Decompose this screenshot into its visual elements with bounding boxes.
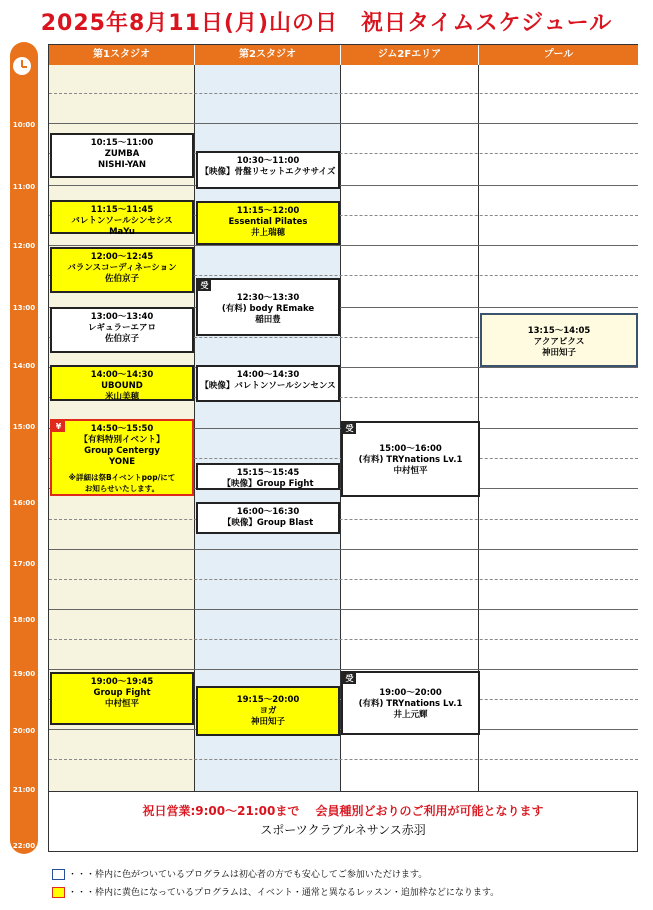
- program-instructor: YONE: [109, 457, 135, 467]
- program-instructor: 稲田豊: [255, 315, 281, 325]
- program-card[interactable]: [196, 502, 340, 534]
- program-name: レギュラーエアロ: [87, 323, 156, 333]
- program-note: ※詳細は祭Bイベントpop/にて: [68, 473, 176, 482]
- program-card[interactable]: [50, 672, 194, 725]
- program-card[interactable]: [196, 278, 340, 336]
- beginner-legend-icon: [52, 869, 65, 880]
- program-name: ZUMBA: [104, 149, 140, 159]
- program-instructor: 中村恒平: [393, 466, 428, 476]
- time-label: 14:00: [12, 362, 36, 370]
- grid-line: [49, 609, 638, 610]
- footer-note: [48, 792, 638, 852]
- column-header: 第1スタジオ: [49, 45, 195, 65]
- program-time: 19:00～19:45: [90, 677, 154, 687]
- program-instructor: 佐伯京子: [104, 274, 139, 284]
- program-card[interactable]: [196, 686, 340, 736]
- time-label: 12:00: [12, 242, 36, 250]
- time-label: 21:00: [12, 786, 36, 794]
- page-title: 2025年8月11日(月)山の日 祝日タイムスケジュール: [40, 11, 613, 36]
- schedule-grid: [48, 44, 638, 792]
- program-time: 15:00～16:00: [379, 444, 442, 454]
- grid-line: [49, 639, 638, 640]
- grid-line: [49, 123, 638, 124]
- time-label: 16:00: [12, 499, 36, 507]
- time-label: 18:00: [12, 616, 36, 624]
- program-name: 【映像】骨盤リセットエクササイズ: [200, 167, 336, 177]
- time-label: 17:00: [12, 560, 36, 568]
- program-instructor: MaYu: [109, 227, 135, 237]
- program-name: (有料) TRYnations Lv.1: [358, 699, 463, 709]
- business-hours-note: 祝日営業:9:00～21:00まで 会員種別どおりのご利用が可能となります: [142, 804, 544, 818]
- program-instructor: 井上瑞穂: [250, 228, 285, 238]
- grid-line: [49, 519, 638, 520]
- program-instructor: 米山美穂: [104, 392, 139, 402]
- time-label: 15:00: [12, 423, 36, 431]
- grid-line: [49, 245, 638, 246]
- time-label: 22:00: [12, 842, 36, 850]
- reservation-badge: 受: [343, 673, 356, 684]
- program-instructor: NISHI-YAN: [98, 160, 146, 170]
- program-time: 12:30～13:30: [236, 293, 300, 303]
- grid-line: [49, 579, 638, 580]
- program-time: 12:00～12:45: [90, 252, 154, 262]
- program-time: 14:50～15:50: [90, 424, 154, 434]
- clock-icon: [13, 57, 31, 75]
- program-name: 【映像】Group Blast: [222, 518, 314, 528]
- program-card[interactable]: [341, 421, 480, 497]
- event-legend-icon: [52, 887, 65, 898]
- program-name: バランスコーディネーション: [67, 263, 177, 273]
- program-name: (有料) TRYnations Lv.1: [358, 455, 463, 465]
- grid-line: [49, 549, 638, 550]
- program-time: 10:30～11:00: [236, 156, 300, 166]
- program-name: ヨガ: [259, 706, 277, 716]
- program-card[interactable]: [50, 365, 194, 401]
- program-card[interactable]: [50, 247, 194, 293]
- program-name: 【映像】Group Fight: [222, 479, 314, 489]
- program-name: 【有料特別イベント】: [79, 435, 165, 445]
- column-header: 第2スタジオ: [195, 45, 341, 65]
- program-note: お知らせいたします。: [84, 484, 160, 493]
- program-time: 15:15～15:45: [236, 468, 300, 478]
- program-name: 【映像】バレトンソールシンセンス: [200, 381, 336, 391]
- grid-line: [49, 759, 638, 760]
- program-name: アクアビクス: [533, 337, 585, 347]
- grid-line: [49, 93, 638, 94]
- program-name: Essential Pilates: [228, 217, 308, 227]
- grid-line: [49, 185, 638, 186]
- program-instructor: 中村恒平: [104, 699, 139, 709]
- program-card[interactable]: [50, 133, 194, 178]
- program-card[interactable]: [480, 313, 638, 367]
- program-instructor: 佐伯京子: [104, 334, 139, 344]
- program-time: 19:00～20:00: [379, 688, 442, 698]
- column-header: プール: [479, 45, 638, 65]
- reservation-badge: 受: [198, 280, 211, 291]
- program-time: 11:15～12:00: [236, 206, 300, 216]
- club-name: スポーツクラブルネサンス赤羽: [260, 823, 426, 837]
- program-card[interactable]: [50, 419, 194, 496]
- time-label: 11:00: [12, 183, 36, 191]
- time-label: 10:00: [12, 121, 36, 129]
- program-time: 16:00～16:30: [236, 507, 300, 517]
- legend-text: ・・・枠内に黄色になっているプログラムは、イベント・通常と異なるレッスン・追加枠などになります。: [68, 888, 500, 898]
- legend-text: ・・・枠内に色がついているプログラムは初心者の方でも安心してご参加いただけます。: [68, 870, 428, 880]
- program-name: Group Fight: [93, 688, 151, 698]
- program-time: 14:00～14:30: [90, 370, 154, 380]
- program-name: Group Centergy: [84, 446, 160, 456]
- reservation-badge: 受: [343, 423, 356, 434]
- program-time: 11:15～11:45: [90, 205, 154, 215]
- time-label: 13:00: [12, 304, 36, 312]
- column-header: ジム2Fエリア: [341, 45, 479, 65]
- time-label: 19:00: [12, 670, 36, 678]
- program-card[interactable]: [196, 463, 340, 490]
- program-name: (有料) body REmake: [221, 304, 315, 314]
- time-label: 20:00: [12, 727, 36, 735]
- grid-line: [49, 669, 638, 670]
- program-name: UBOUND: [101, 381, 143, 391]
- program-instructor: 井上元輝: [393, 710, 428, 720]
- paid-event-badge: ¥: [52, 421, 65, 432]
- program-card[interactable]: [341, 671, 480, 735]
- program-time: 10:15～11:00: [90, 138, 154, 148]
- program-card[interactable]: [50, 307, 194, 353]
- legend-item: [52, 885, 499, 898]
- program-name: バレトンソールシンセシス: [71, 216, 173, 226]
- program-instructor: 神田知子: [541, 348, 576, 358]
- program-time: 19:15～20:00: [236, 695, 300, 705]
- program-card[interactable]: [196, 201, 340, 245]
- program-card[interactable]: [196, 151, 340, 189]
- legend-item: [52, 867, 427, 880]
- program-card[interactable]: [50, 200, 194, 237]
- program-time: 13:00～13:40: [90, 312, 154, 322]
- program-instructor: 神田知子: [250, 717, 285, 727]
- program-card[interactable]: [196, 365, 340, 402]
- program-time: 13:15～14:05: [527, 326, 591, 336]
- program-time: 14:00～14:30: [236, 370, 300, 380]
